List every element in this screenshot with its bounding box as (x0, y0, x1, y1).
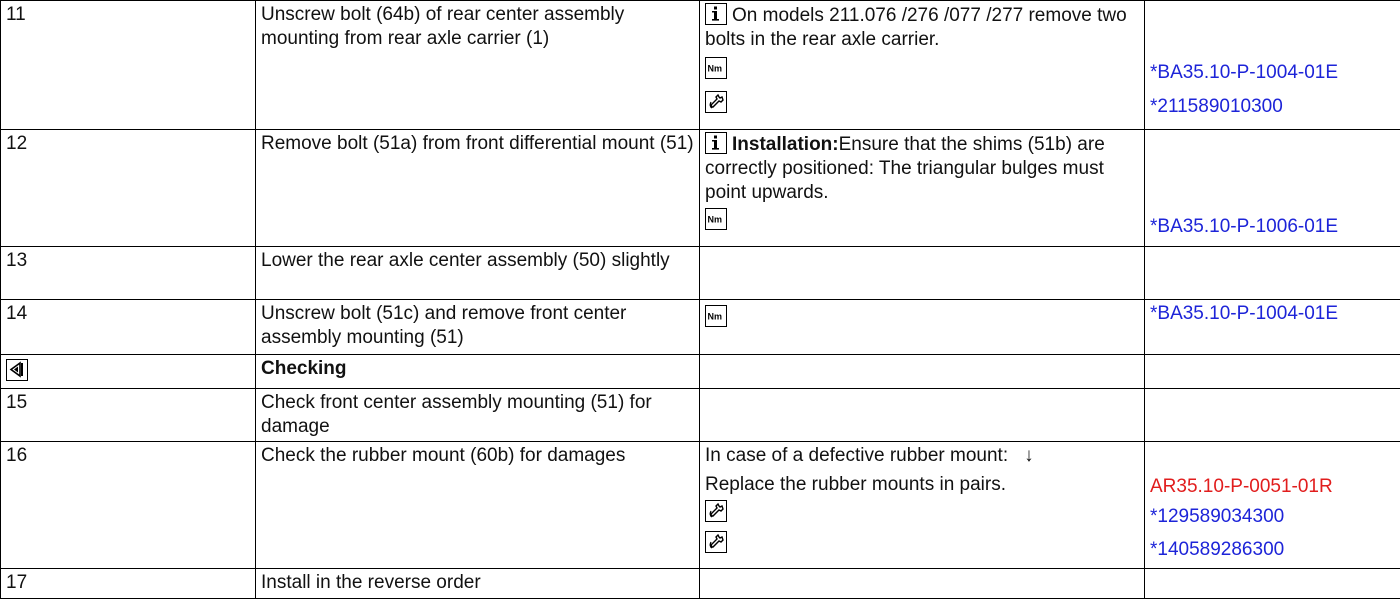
note-line (705, 473, 1140, 497)
tool-line (705, 497, 1140, 531)
operation-text: Check the rubber mount (60b) for damages (256, 442, 700, 569)
heading-icon-cell (1, 355, 256, 389)
checking-icon (6, 359, 28, 381)
step-number: 16 (1, 442, 256, 569)
note-cell (700, 300, 1145, 355)
note-cell (700, 1, 1145, 130)
torque-reference-link[interactable]: *BA35.10-P-1004-01E (1150, 62, 1339, 83)
svg-text:Nm: Nm (707, 311, 723, 322)
table-row (1, 355, 1400, 389)
special-tool-icon[interactable] (705, 531, 727, 553)
note-cell (700, 569, 1145, 599)
tool-reference-link[interactable]: *129589034300 (1150, 506, 1285, 527)
operation-text: Unscrew bolt (64b) of rear center assembly mounting from rear axle carrier (1) (256, 1, 700, 130)
tool-line (705, 86, 1140, 120)
torque-nm-icon[interactable] (705, 305, 727, 327)
repair-reference-link[interactable]: AR35.10-P-0051-01R (1150, 476, 1333, 497)
reference-cell (1145, 389, 1400, 442)
reference-cell (1145, 355, 1400, 389)
step-number: 12 (1, 130, 256, 247)
note-text: On models 211.076 /276 /077 /277 remove two bolts in the rear axle carrier. (705, 5, 1127, 50)
note-cell (700, 355, 1145, 389)
operation-text: Install in the reverse order (256, 569, 700, 599)
step-number: 13 (1, 247, 256, 300)
torque-nm-icon[interactable] (705, 57, 727, 79)
torque-line (705, 205, 1140, 239)
table-row (1, 300, 1400, 355)
torque-line (705, 52, 1140, 86)
reference-cell (1145, 300, 1400, 355)
step-number: 14 (1, 300, 256, 355)
note-line (705, 444, 1140, 468)
torque-reference-link[interactable]: *BA35.10-P-1006-01E (1150, 216, 1339, 237)
note-label: Installation: (732, 134, 839, 155)
special-tool-icon[interactable] (705, 500, 727, 522)
table-row (1, 569, 1400, 599)
step-number: 17 (1, 569, 256, 599)
note-text: Ensure that the shims (51b) are correctly positioned: The triangular bulges must point upwards. (705, 134, 1105, 203)
svg-text:Nm: Nm (707, 214, 723, 225)
reference-cell (1145, 569, 1400, 599)
special-tool-icon[interactable] (705, 91, 727, 113)
tool-reference-link[interactable]: *211589010300 (1150, 96, 1283, 117)
down-arrow-icon: ↓ (1024, 445, 1034, 466)
note-cell (700, 130, 1145, 247)
section-heading: Checking (256, 355, 700, 389)
operation-text: Check front center assembly mounting (51) for damage (256, 389, 700, 442)
table-row (1, 442, 1400, 569)
torque-nm-icon[interactable] (705, 208, 727, 230)
step-number: 15 (1, 389, 256, 442)
note-line (705, 132, 1140, 205)
note-cell (700, 442, 1145, 569)
table-row (1, 1, 1400, 130)
step-number: 11 (1, 1, 256, 130)
info-icon[interactable] (705, 3, 727, 25)
svg-text:Nm: Nm (707, 63, 723, 74)
table-row (1, 247, 1400, 300)
operation-text: Lower the rear axle center assembly (50) slightly (256, 247, 700, 300)
tool-reference-link[interactable]: *140589286300 (1150, 539, 1285, 560)
torque-reference-link[interactable]: *BA35.10-P-1004-01E (1150, 303, 1339, 324)
reference-cell (1145, 1, 1400, 130)
note-text: In case of a defective rubber mount: (705, 445, 1009, 466)
reference-cell (1145, 442, 1400, 569)
table-row (1, 389, 1400, 442)
operation-text: Remove bolt (51a) from front differential mount (51) (256, 130, 700, 247)
torque-line (705, 302, 1140, 330)
info-icon[interactable] (705, 132, 727, 154)
table-row (1, 130, 1400, 247)
note-cell (700, 247, 1145, 300)
note-cell (700, 389, 1145, 442)
operation-text: Unscrew bolt (51c) and remove front center assembly mounting (51) (256, 300, 700, 355)
reference-cell (1145, 247, 1400, 300)
note-text: Replace the rubber mounts in pairs. (705, 474, 1006, 495)
note-line (705, 3, 1140, 52)
reference-cell (1145, 130, 1400, 247)
tool-line (705, 531, 1140, 565)
